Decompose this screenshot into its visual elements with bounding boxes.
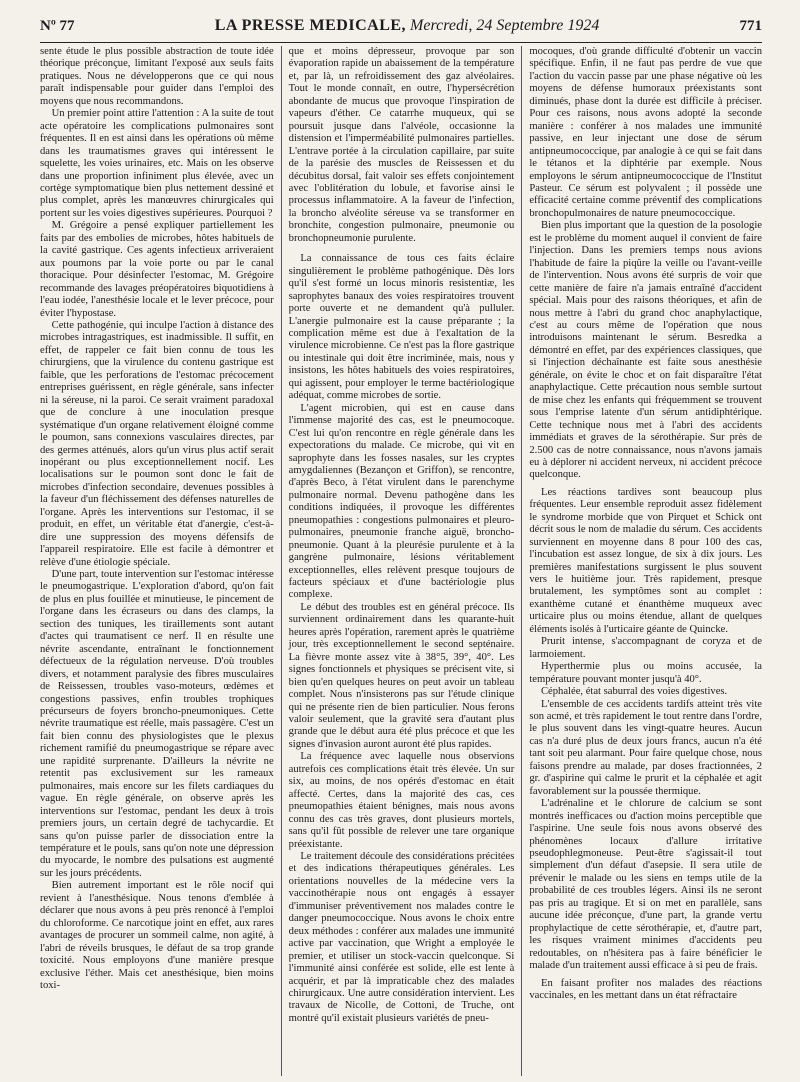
article-body xyxy=(40,46,762,1076)
paragraph: Céphalée, état saburral des voies digestives. xyxy=(540,686,728,698)
page-header xyxy=(40,10,762,43)
text-column-2 xyxy=(281,46,522,1076)
paragraph: Le traitement découle des considérations précitées et des indications thérapeutiques générales. Les orientations nouvelles de la médecine vers la vaccinothérapie nous ont engagés à essayer d'immuniser préventivement nos malades contre le danger pneumococcique. Nous avons le choix entre deux méthodes : conférer aux malades une immunité active par vaccination, que Wright a employée le premier, et utiliser un stock-vaccin quelconque. Si l'immunité ainsi conférée est solide, elle est lente à acquérir, et par là impraticable chez des malades chirurgicaux. Une autre considération intervient. Les travaux de Nicolle, de Cottoni, de Truche, ont montré qu'il existait plusieurs variétés de pneu- xyxy=(288,851,515,1024)
journal-title: LA PRESSE MEDICALE, xyxy=(214,17,407,34)
paragraph: Les réactions tardives sont beaucoup plus fréquentes. Leur ensemble reproduit assez fidèlement le syndrome morbide que von Pirquet et Schick ont décrit sous le nom de maladie du sérum. Ces accidents surviennent en moyenne dans 8 pour 100 des cas, l'incubation est assez longue, de six à dix jours. Les premières manifestations surgissent le plus souvent vers le huitième jour. Très rapidement, presque brutalement, les symptômes sont au complet : exanthème cutané et énanthème muqueux avec urticaire plus ou moins étendue, allant de quelques éléments isolés à l'urticaire géante de Quincke. xyxy=(529,486,762,635)
page-number: 771 xyxy=(739,17,762,34)
paragraph: Un premier point attire l'attention : A la suite de tout acte opératoire les complications pulmonaires sont fréquentes. Il en est ainsi dans les opérations où même dans les traumatismes graves qui intéressent le squelette, les voies urinaires, etc. Mais on les observe dans une proportion infiniment plus élevée, avec un cortège symptomatique bien plus nettement dessiné et plus complet, après les manœuvres chirurgicales qui portent sur les voies digestives supérieures. Pourquoi ? xyxy=(40,108,274,219)
issue-number: Nº 77 xyxy=(40,17,75,34)
paragraph: En faisant profiter nos malades des réactions vaccinales, en les mettant dans un état réfractaire xyxy=(529,977,762,1001)
text-column-3 xyxy=(521,46,762,1076)
paragraph: Hyperthermie plus ou moins accusée, la température pouvant monter jusqu'à 40°. xyxy=(529,661,762,685)
paragraph: L'ensemble de ces accidents tardifs atteint très vite son acmé, et très rapidement le tout rentre dans l'ordre, le plus souvent dans les vingt-quatre heures. Aucun cas n'a duré plus de deux jours francs, aucun n'a été tant soit peu alarmant. Pour faire quelque chose, nous faisons prendre au malade, par doses fractionnées, 2 gr. d'aspirine qui calme le prurit et la céphalée et agit favorablement sur la poussée thermique. xyxy=(529,698,762,797)
paragraph: La connaissance de tous ces faits éclaire singulièrement le problème pathogénique. Dès lors qu'il s'est formé un locus minoris resistentiæ, les saprophytes banaux des voies respiratoires trouvent porte ouverte et ne demandent qu'à pulluler. L'anergie pulmonaire est la cause préparante ; la complication même est due à l'exaltation de la virulence microbienne. Ce n'est pas la flore gastrique ou intestinale qui doit être incriminée, mais, nous y insistons, les hôtes habituels des voies respiratoires, qui agissent, pour employer le terme bactériologique adéquat, comme microbes de sortie. xyxy=(288,253,515,402)
paragraph: La fréquence avec laquelle nous observions autrefois ces complications était très élevée. Un sur six, au moins, de nos opérés d'estomac en était affecté. Certes, dans la majorité des cas, ces pneumopathies étaient bénignes, mais nous avons connu des cas très graves, dont plusieurs mortels, sans qu'il fût possible de relever une tare organique préexistante. xyxy=(288,751,515,850)
section-space xyxy=(289,245,515,253)
paragraph: Le début des troubles est en général précoce. Ils surviennent ordinairement dans les quarante-huit heures après l'opération, rarement après le quatrième jour, très exceptionnellement le second septénaire. La fièvre monte assez vite à 38°5, 39°, 40°. Les signes fonctionnels et physiques se précisent vite, si bien qu'en quelques heures on peut avoir un tableau complet. Nous n'insisterons pas sur l'étude clinique qui ne présente rien de bien particulier. Nous ferons valoir seulement, que la gravité sera d'autant plus grande que le début aura été plus précoce et que les signes d'invasion auront auront été plus rapides. xyxy=(288,601,515,750)
paragraph: que et moins dépresseur, provoque par son évaporation rapide un abaissement de la température et, par là, un refroidissement des gaz alvéolaires. Tout le monde connaît, en outre, l'hypersécrétion abondante de mucus que provoque l'inspiration de vapeurs d'éther. Ce catarrhe muqueux, qui se poursuit jusque dans l'alvéole, occasionne la distension et l'imperméabilité pulmonaires partielles. L'entrave portée à la circulation capillaire, par suite de la parésie des muscles de Reissessen et du décubitus dorsal, fait valoir ses effets conjointement avec l'oblitération du lobule, et favorise ainsi le processus inflammatoire. A la faveur de l'infection, la broncho alvéolite séreuse va se transformer en bronchite, congestion pulmonaire, pneumonie ou bronchopneumonie purulente. xyxy=(288,46,515,244)
paragraph: Bien plus important que la question de la posologie est le problème du moment auquel il convient de faire l'injection. Dans les premiers temps nous avions l'habitude de faire la piqûre la veille ou l'avant-veille de l'intervention. Nous avons été surpris de voir que cette manière de faire n'a jamais entraîné d'accident spécial. Mais pour des raisons théoriques, et afin de nous mettre à l'abri du grand choc anaphylactique, c'est au cours même de l'opération que nous introduisons maintenant le sérum. Besredka a démontré en effet, par des expériences classiques, que si l'injection déchaînante est faite sous anesthésie générale, on évite le choc et on fait disparaître l'état anaphylactique. Cette précaution nous semble surtout de mise chez les enfants qui fréquemment se trouvent sous l'emprise latente d'un sérum antidiphtérique. Cette technique nous met à l'abri des accidents immédiats et graves de la sérothérapie. Sur près de 2.500 cas de notre connaissance, nous n'avons jamais eu à déplorer ni accident nerveux, ni accident précoce quelconque. xyxy=(529,220,762,481)
paragraph: D'une part, toute intervention sur l'estomac intéresse le pneumogastrique. L'exploration d'abord, qu'on fait de plus en plus fouillée et minutieuse, le pincement de l'organe dans les écraseurs ou dans des clamps, la section des tuniques, les tiraillements sont autant d'actes qui traumatisent ce nerf. Il en résulte une névrite ascendante, entraînant le fonctionnement défectueux de la régulation nerveuse. D'où troubles divers, et notamment paralysie des fibres musculaires de Reissessen, troubles vaso-moteurs, œdèmes et congestions passives, enfin troubles trophiques précurseurs de foyers broncho-pneumoniques. Cette névrite traumatique est réelle, mais passagère. C'est un fait bien connu des physiologistes que le plexus richement ramifié du pneumogastrique se répare avec une rapidité surprenante. D'ailleurs la névrite ne retentit pas exclusivement sur les rameaux pulmonaires, mais encore sur les filets cardiaques du vague. En règle générale, on observe après les interventions sur l'estomac, pendant les deux à trois premiers jours, un certain degré de tachycardie. Et sans qu'on puisse parler de dissociation entre la température et le pouls, sans qu'on note une dépression du myocarde, le nombre des pulsations est augmenté sur les jours précédents. xyxy=(40,569,274,879)
paragraph: mocoques, d'où grande difficulté d'obtenir un vaccin spécifique. Enfin, il ne faut pas perdre de vue que l'action du vaccin passe par une phase négative où les moyens de défense humoraux préexistants sont diminués, phase dont la durée est difficile à préciser. Pour ces raisons, nous avons adopté la seconde manière : conférer à nos malades une immunité passive, en leur injectant une dose de sérum antipneumococcique, par analogie à ce qui se fait dans le tétanos et la diphtérie par exemple. Nous employons le sérum antipneumococcique de l'Institut Pasteur. Ce sérum est polyvalent ; il possède une efficacité certaine comme préventif des complications bronchopulmonaires de nature pneumococcique. xyxy=(529,46,762,219)
issue-date: Mercredi, 24 Septembre 1924 xyxy=(410,17,600,34)
paragraph: Prurit intense, s'accompagnant de coryza et de larmoiement. xyxy=(529,636,762,660)
running-title xyxy=(215,17,600,35)
text-column-1 xyxy=(40,46,281,1076)
paragraph: L'adrénaline et le chlorure de calcium se sont montrés inefficaces ou d'action moins perceptible que l'aspirine. Une seule fois nous avons observé des phénomènes locaux d'allure irritative pseudophlegmoneuse. Peut-être s'agissait-il tout simplement d'un défaut d'asepsie. Il sera utile de prévenir le malade ou les siens en temps utile de la probabilité de ces troubles légers. Ainsi ils ne seront pas pris au tragique. Et si on met en parallèle, sans aucune idée préconçue, d'une part, la grande vertu prophylactique de cette sérothérapie, et, d'autre part, les risques vraiment minimes d'accidents peu redoutables, on n'hésitera pas à faire bénéficier le malade d'un traitement aussi efficace à si peu de frais. xyxy=(529,798,762,972)
paragraph: Bien autrement important est le rôle nocif qui revient à l'anesthésique. Nous tenons d'emblée à déclarer que nous avons à peu près renoncé à l'emploi du chloroforme. Ce narcotique joint en effet, aux rares avantages de procurer un sommeil calme, non agité, à l'abri de réveils brusques, le défaut de sa trop grande toxicité. Nous employons d'une manière presque exclusive l'éther. Mais cet anesthésique, bien moins toxi- xyxy=(40,880,274,991)
paragraph: sente étude le plus possible abstraction de toute idée théorique préconçue, limitant l'exposé aux seuls faits pratiques. Nous ne développerons que ce qui nous paraît indispensable pour guider dans l'emploi des moyens que nous recommandons. xyxy=(40,46,274,107)
paragraph: M. Grégoire a pensé expliquer partiellement les faits par des embolies de microbes, hôtes habituels de la cavité gastrique. Ces agents infectieux arriveraient aux poumons par la voie porte ou par le canal thoracique. Pour désinfecter l'estomac, M. Grégoire recommande des lavages préopératoires biquotidiens à l'eau iodée, l'anesthésie locale et le lever précoce, pour éviter l'hypostase. xyxy=(40,220,274,319)
paragraph: Cette pathogénie, qui inculpe l'action à distance des microbes intragastriques, est inadmissible. Il suffit, en effet, de rappeler ce fait bien connu de tous les chirurgiens, que la virulence du contenu gastrique est faible, que les perforations de l'estomac précocement entreprises guérissent, en règle générale, sans infecter ni la séreuse, ni la paroi. Ce serait vraiment paradoxal que de conclure à une inoculation presque systématique d'un organe relativement éloigné comme le poumon, sans connexions vasculaires directes, par des germes atténués, alors qu'un virus plus actif serait inopérant ou plus exceptionnellement nocif. Les localisations sur le poumon sont donc le fait de microbes d'infection secondaire, devenues possibles à la faveur d'un fléchissement des défenses naturelles de l'organe. Après les interventions sur l'estomac, il se produit, en effet, un véritable état d'anergie, c'est-à-dire une suppression des moyens défensifs de l'appareil respiratoire. Elle est facile à démontrer et relève d'une étiologie spéciale. xyxy=(40,319,274,568)
paragraph: L'agent microbien, qui est en cause dans l'immense majorité des cas, est le pneumocoque. C'est lui qu'on rencontre en règle générale dans les expectorations du malade. Ce microbe, qui vit en saprophyte dans les fosses nasales, sur les cryptes amygdaliennes (Bezançon et Griffon), se rencontre, d'après Beco, à l'état virulent dans le parenchyme pulmonaire normal. Devenu pathogène dans les conditions indiquées, il provoque les différentes pneumopathies : congestions pulmonaires et pleuro-pulmonaires, pneumonie franche aiguë, broncho-pneumonie. Quant à la pleurésie purulente et à la gangrène pulmonaire, lésions véritablement exceptionnelles, elles relèvent presque toujours de facteurs spéciaux et d'une bactériologie plus complexe. xyxy=(288,402,515,601)
